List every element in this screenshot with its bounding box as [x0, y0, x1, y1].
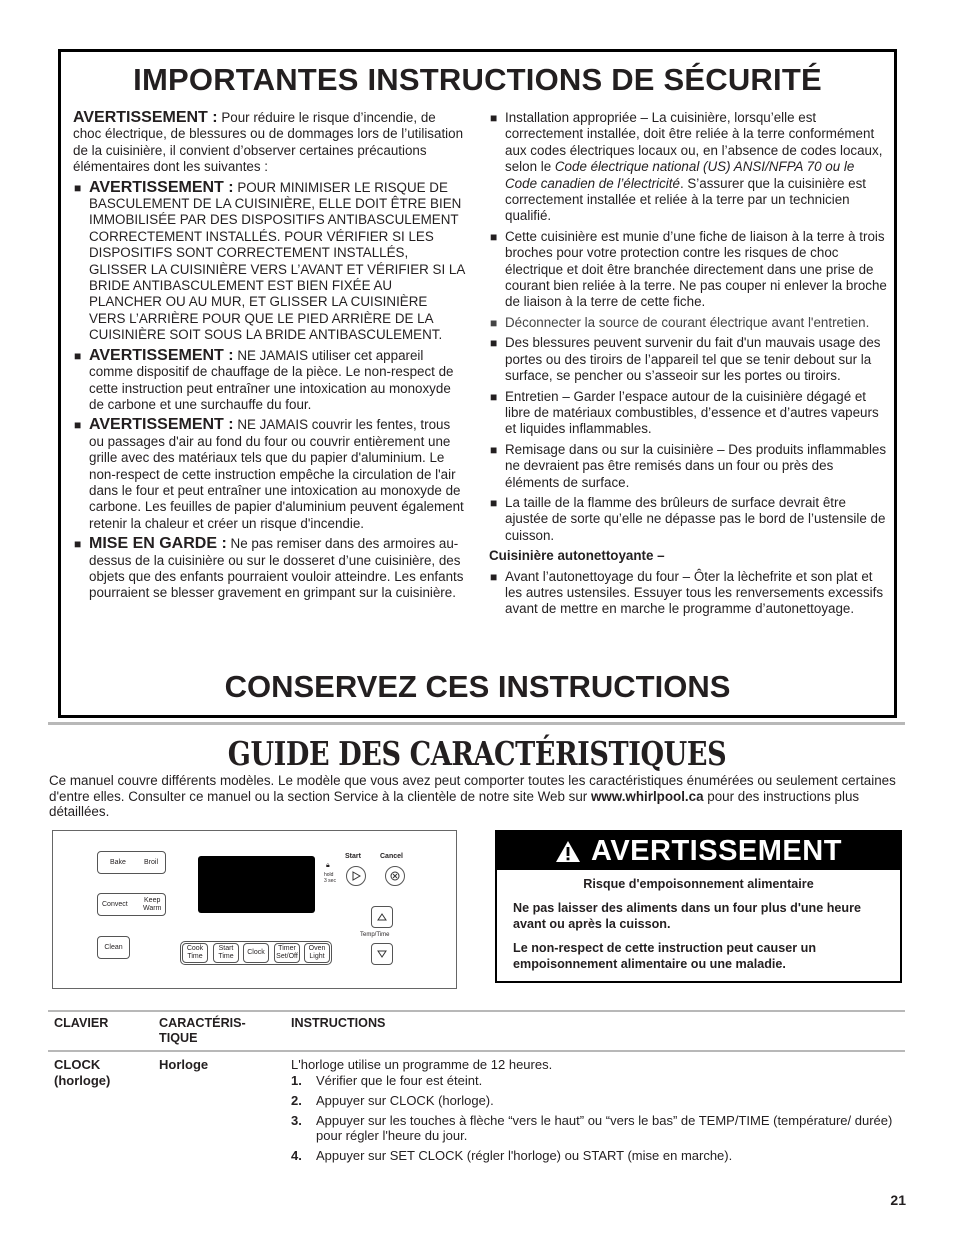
warning-text-1: Ne pas laisser des aliments dans un four plus d'une heure avant ou après la cuisson. [513, 901, 862, 931]
list-item: 2. Appuyer sur CLOCK (horloge). [291, 1092, 494, 1108]
safety-title: IMPORTANTES INSTRUCTIONS DE SÉCURITÉ [133, 62, 822, 97]
page-number: 21 [890, 1192, 906, 1208]
convect-keepwarm-key: Convect Keep Warm [97, 893, 166, 916]
oven-light-key: Oven Light [304, 943, 330, 963]
temp-time-down-key [371, 943, 393, 965]
temp-time-up-key [371, 906, 393, 928]
safety-left-item: ■ MISE EN GARDE : Ne pas remiser dans des armoires au-dessus de la cuisinière ou sur le dosseret d’une cuisinière, des objets que des enfants pourraient vouloir atteindre. Les enfants pourraient se blesser gravement en grimpant sur la cuisinière. [74, 535, 464, 601]
start-time-key: Start Time [213, 943, 239, 963]
cancel-icon [390, 871, 400, 881]
warning-triangle-icon [555, 840, 581, 863]
food-poisoning-warning [495, 830, 902, 983]
warning-text-2: Le non-respect de cette instruction peut causer un empoisonnement alimentaire ou une maladie. [513, 941, 817, 971]
arrow-down-icon [377, 950, 387, 958]
hold-label: hold 3 sec [324, 872, 336, 884]
timer-key: Timer Set/Off [274, 943, 300, 963]
safety-left-item: ■ AVERTISSEMENT : POUR MINIMISER LE RISQUE DE BASCULEMENT DE LA CUISINIÈRE, ELLE DOIT ÊTRE BIEN IMMOBILISÉE PAR DES DISPOSITIFS ANTIBASCULEMENT CORRECTEMENT INSTALLÉS. POUR VÉRIFIER SI LES DISPOSITIFS SONT CORRECTEMENT INSTALLÉS, GLISSER LA CUISINIÈRE VERS L’AVANT ET VÉRIFIER SI LA BRIDE ANTIBASCULEMENT EST BIEN FIXÉE AU PLANCHER OU AU MUR, ET GLISSER LA CUISINIÈRE VERS L’ARRIÈRE POUR QUE LE PIED ARRIÈRE DE LA CUISINIÈRE SOIT SOUS LA BRIDE ANTIBASCULEMENT. [74, 178, 465, 343]
col-header-feature: CARACTÉRIS- TIQUE [159, 1016, 246, 1045]
table-header-rule [48, 1050, 905, 1052]
lock-icon: 🔒︎ [326, 862, 330, 869]
cook-time-key: Cook Time [182, 943, 208, 963]
section-divider [48, 722, 905, 725]
row-key-clock: CLOCK (horloge) [54, 1057, 111, 1088]
clock-steps-list [291, 1073, 903, 1168]
safety-left-item: ■ AVERTISSEMENT : NE JAMAIS utiliser cet appareil comme dispositif de chauffage de la pièce. Le non-respect de cette instruction peut entraîner une intoxication au monoxyde de carbone et une surchauffe du four. [74, 346, 454, 412]
table-top-rule [48, 1010, 905, 1012]
safety-right-item: ■ Remisage dans ou sur la cuisinière – Des produits inflammables ne devraient pas être remisés dans un four ou près des éléments de surface. [490, 441, 887, 490]
start-key [346, 866, 366, 886]
temp-time-label: Temp/Time [360, 932, 390, 938]
safety-right-item: ■ Entretien – Garder l’espace autour de la cuisinière dégagé et libre de matériaux combustibles, d’essence et d’autres vapeurs et liquides inflammables. [490, 388, 879, 437]
safety-right-item: ■ Avant l’autonettoyage du four – Ôter la lèchefrite et son plat et les autres ustensiles. Essuyer tous les renversements excessifs avant de mettre en marche le programme d’autonettoyage. [490, 568, 884, 617]
warning-header [497, 832, 900, 870]
clean-key: Clean [97, 936, 130, 959]
safety-right-item: ■ Déconnecter la source de courant électrique avant l'entretien. [490, 314, 870, 330]
col-header-instructions: INSTRUCTIONS [291, 1016, 386, 1030]
row-instruction-intro: L'horloge utilise un programme de 12 heures. [291, 1057, 553, 1072]
website-link[interactable]: www.whirlpool.ca [590, 788, 704, 804]
safety-instructions-box [58, 49, 897, 718]
list-item: 1. Vérifier que le four est éteint. [291, 1073, 483, 1088]
safety-right-item: ■ Des blessures peuvent survenir du fait d'un mauvais usage des portes ou des tiroirs de l’appareil tel que se tenir debout sur la surface, se pencher ou s’asseoir sur les portes ou tiroirs. [490, 335, 881, 384]
safety-right-item: ■ La taille de la flamme des brûleurs de surface devrait être ajustée de sorte qu’elle ne dépasse pas le bord de l’ustensile de cuisson. [490, 494, 886, 543]
conserve-heading: CONSERVEZ CES INSTRUCTIONS [224, 669, 731, 704]
col-header-key: CLAVIER [54, 1016, 109, 1030]
safety-right-column [489, 110, 887, 622]
bake-broil-key: Bake Broil [97, 851, 166, 874]
play-icon [351, 871, 361, 881]
cancel-key [385, 866, 405, 886]
guide-title: GUIDE DES CARACTÉRISTIQUES [227, 734, 727, 773]
guide-intro: Ce manuel couvre différents modèles. Le modèle que vous avez peut comporter toutes les caractéristiques énumérées ou seulement certaines d'entre elles. Consulter ce manuel ou la section Service à la clientèle de notre site Web sur www.whirlpool.ca pour des instructions plus détaillées. [49, 773, 896, 820]
safety-left-column [73, 110, 465, 606]
cancel-label: Cancel [380, 853, 403, 860]
oven-display [198, 856, 315, 913]
clock-key: Clock [243, 943, 269, 963]
safety-left-item: ■ AVERTISSEMENT : NE JAMAIS couvrir les fentes, trous ou passages d'air au fond du four ou couvrir entièrement une grille avec des matériaux tels que du papier d'aluminium. Le non-respect de cette instruction empêche la circulation de l'air dans le four et peut entraîner une intoxication au monoxyde de carbone. Les feuilles de papier d'aluminium peuvent également retenir la chaleur et créer un risque d'incendie. [74, 416, 464, 531]
row-feature-clock: Horloge [159, 1057, 209, 1072]
control-panel-illustration [52, 830, 457, 989]
safety-right-item: ■ Cette cuisinière est munie d’une fiche de liaison à la terre à trois broches pour votre protection contre les risques de choc électrique et doit être branchée directement dans une prise de courant bien reliée à la terre. Ne pas couper ni enlever la broche de liaison à la terre de cette fiche. [490, 228, 887, 310]
arrow-up-icon [377, 913, 387, 921]
warning-title: AVERTISSEMENT [591, 834, 842, 867]
warning-subhead: Risque d'empoisonnement alimentaire [583, 877, 814, 891]
list-item: 3. Appuyer sur les touches à flèche “vers le haut” ou “vers le bas” de TEMP/TIME (température/ durée) pour régler l'heure du jour. [291, 1112, 893, 1144]
self-clean-heading: Cuisinière autonettoyante – [489, 548, 665, 564]
safety-right-item: ■ Installation appropriée – La cuisinière, lorsqu’elle est correctement installée, doit être reliée à la terre conformément aux codes électriques locaux ou, en l’absence de codes locaux, selon le Code électrique national (US) ANSI/NFPA 70 ou le Code canadien de l’électricité. S’assurer que la cuisinière est correctement installée et reliée à la terre par un technicien qualifié. [490, 110, 883, 224]
safety-intro: AVERTISSEMENT : Pour réduire le risque d’incendie, de choc électrique, de blessures ou de dommages lors de l’utilisation de la cuisinière, il convient d’observer certaines précautions élémentaires dont les suivantes : [73, 109, 464, 175]
list-item: 4. Appuyer sur SET CLOCK (régler l'horloge) ou START (mise en marche). [291, 1148, 733, 1164]
start-label: Start [345, 853, 361, 860]
